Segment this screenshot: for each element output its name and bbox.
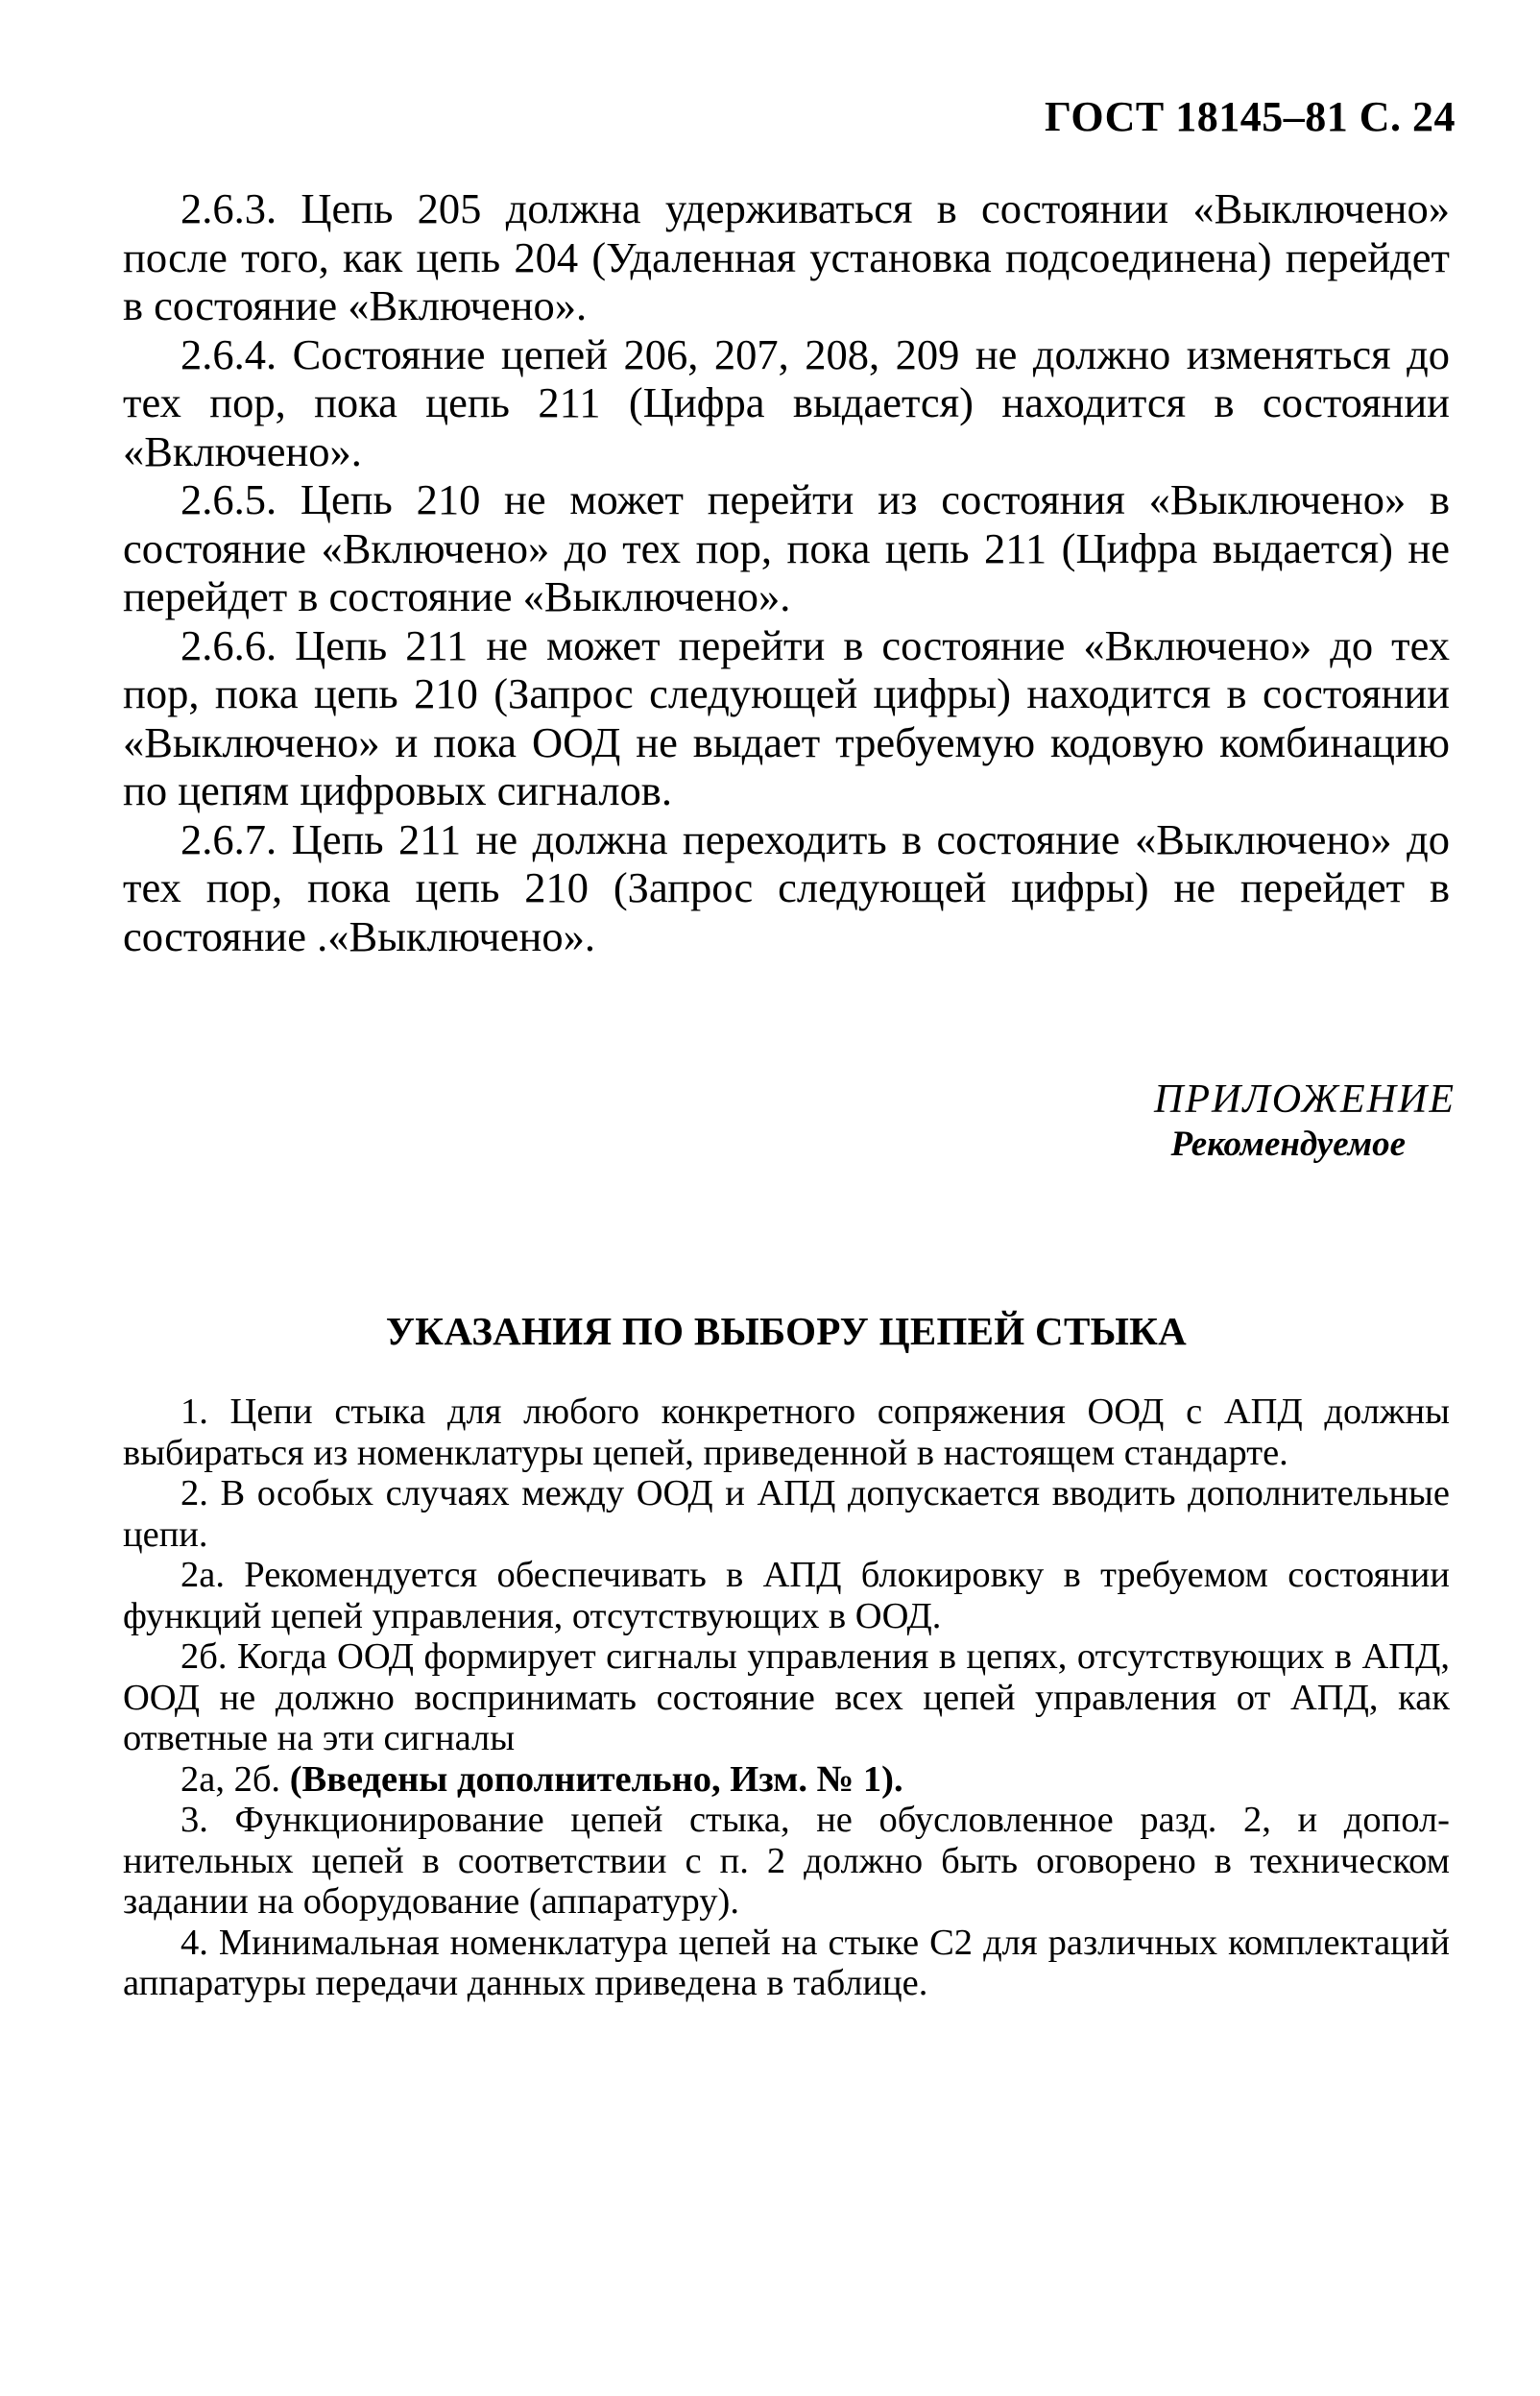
amendment-text: (Введены дополнительно, Изм. № 1). <box>289 1758 903 1800</box>
appendix-label: ПРИЛОЖЕНИЕ <box>1154 1077 1456 1122</box>
clause-2-6-5: 2.6.5. Цепь 210 не может перейти из состояния «Выключено» в состояние «Включено» до тех пор, пока цепь 211 (Цифра выдается) не перейдет в состояние «Выключено». <box>123 475 1450 620</box>
clause-2-6-6: 2.6.6. Цепь 211 не может перейти в состояние «Включено» до тех пор, пока цепь 210 (Запрос следующей цифры) находится в состоянии «Выключено» и пока ООД не выдает требуемую кодовую комбинацию по цепям цифровых сигналов. <box>123 620 1450 814</box>
appendix-heading <box>975 1076 1456 1166</box>
clause-list <box>123 184 1450 960</box>
clause-2-6-4: 2.6.4. Состояние цепей 206, 207, 208, 209 не должно изменяться до тех пор, пока цепь 211 (Цифра выдается) находится в состоянии «Включено». <box>123 329 1450 475</box>
appendix-sublabel: Рекомендуемое <box>1170 1125 1406 1164</box>
guidance-item-4: 4. Минимальная номенклатура цепей на стыке С2 для различных комплектаций аппаратуры передачи данных приведена в таблице. <box>123 1922 1450 2003</box>
page-header: ГОСТ 18145–81 С. 24 <box>1044 93 1456 140</box>
guidance-item-3: 3. Функционирование цепей стыка, не обусловленное разд. 2, и дополнительных цепей в соответствии с п. 2 должно быть оговорено в техническом задании на оборудование (аппаратуру). <box>123 1800 1450 1922</box>
guidance-list <box>123 1392 1450 2004</box>
amendment-prefix: 2а, 2б. <box>180 1758 290 1800</box>
guidance-item-2a: 2а. Рекомендуется обеспечивать в АПД блокировку в требуемом состоянии функций цепей управления, отсутствующих в ООД. <box>123 1555 1450 1636</box>
clause-2-6-7: 2.6.7. Цепь 211 не должна переходить в состояние «Выключено» до тех пор, пока цепь 210 (Запрос следующей цифры) не перейдет в состояние .«Выключено». <box>123 814 1450 960</box>
clause-2-6-3: 2.6.3. Цепь 205 должна удерживаться в состоянии «Выключено» после того, как цепь 204 (Удаленная установка подсоединена) перейдет в состояние «Включено». <box>123 184 1450 329</box>
amendment-note <box>123 1759 1450 1801</box>
guidance-item-2: 2. В особых случаях между ООД и АПД допускается вводить дополнительные цепи. <box>123 1473 1450 1555</box>
guidance-item-1: 1. Цепи стыка для любого конкретного сопряжения ООД с АПД должны выбираться из номенклатуры цепей, приведенной в настоящем стандарте. <box>123 1392 1450 1473</box>
guidance-item-2b: 2б. Когда ООД формирует сигналы управления в цепях, отсутствующих в АПД, ООД не должно воспринимать состояние всех цепей управления от АПД, как ответные на эти сигналы <box>123 1636 1450 1758</box>
section-title: УКАЗАНИЯ ПО ВЫБОРУ ЦЕПЕЙ СТЫКА <box>385 1309 1188 1353</box>
